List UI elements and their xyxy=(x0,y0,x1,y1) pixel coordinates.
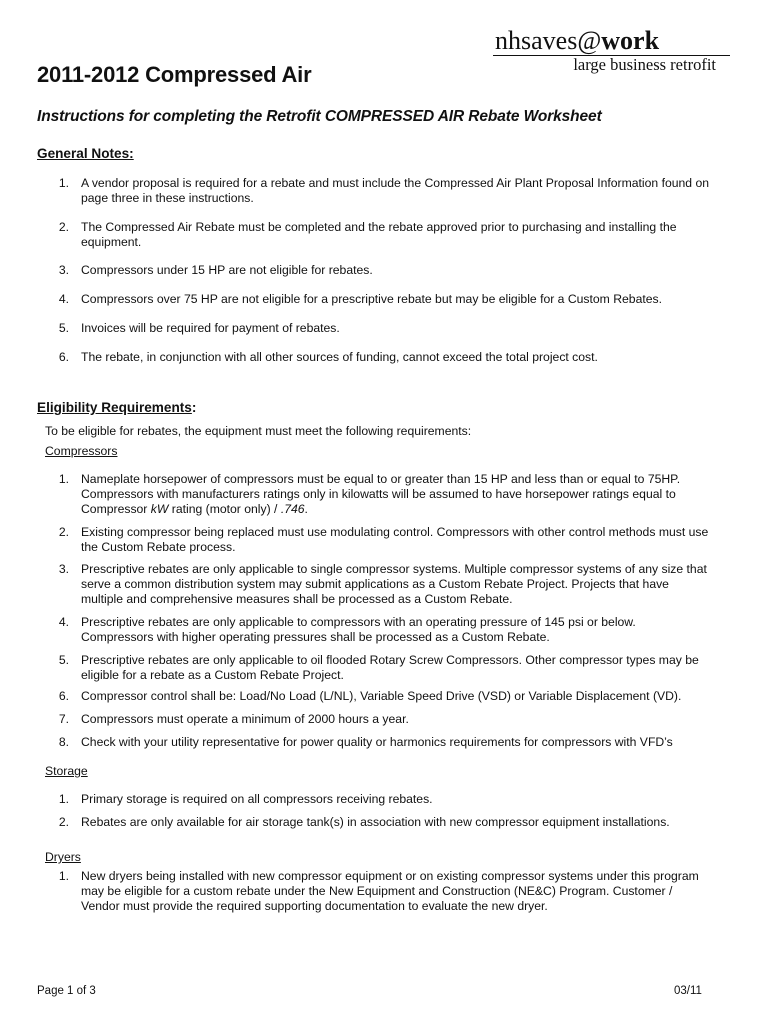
compressor-req-6: 6. Compressor control shall be: Load/No Load (L/NL), Variable Speed Drive (VSD) or Variable Displacement (VD). xyxy=(58,689,682,703)
general-note-6: 6. The rebate, in conjunction with all other sources of funding, cannot exceed the total project cost. xyxy=(58,350,598,364)
eligibility-heading: Eligibility Requirements: xyxy=(37,400,197,415)
compressors-heading: Compressors xyxy=(45,444,118,458)
logo-wordmark xyxy=(493,27,730,55)
general-note-5: 5. Invoices will be required for payment of rebates. xyxy=(58,321,340,335)
compressor-req-7: 7. Compressors must operate a minimum of 2000 hours a year. xyxy=(58,712,409,726)
general-note-3: 3. Compressors under 15 HP are not eligible for rebates. xyxy=(58,263,373,277)
revision-date: 03/11 xyxy=(674,985,702,997)
page-number: Page 1 of 3 xyxy=(37,985,96,997)
logo-tagline: large business retrofit xyxy=(573,55,716,74)
compressor-req-4: 4. Prescriptive rebates are only applicable to compressors with an operating pressure of 145 psi or below. Compressors with higher operating pressures shall be processed as a Custom Rebate. xyxy=(58,615,636,644)
general-notes-heading: General Notes: xyxy=(37,146,134,161)
compressor-req-2: 2. Existing compressor being replaced must use modulating control. Compressors with other control methods must use the Custom Rebate process. xyxy=(58,525,709,554)
storage-req-2: 2. Rebates are only available for air storage tank(s) in association with new compressor equipment installations. xyxy=(58,815,670,829)
compressor-req-1: 1. Nameplate horsepower of compressors must be equal to or greater than 15 HP and less than or equal to 75HP. Compressors with manufacturers ratings only in kilowatts will be assumed to have horsepower ratings equal to Compressor kW rating (motor only) / .746. xyxy=(58,472,681,516)
dryers-heading: Dryers xyxy=(45,850,81,864)
general-note-1: 1. A vendor proposal is required for a rebate and must include the Compressed Air Plant Proposal Information found on page three in these instructions. xyxy=(58,176,710,205)
storage-heading: Storage xyxy=(45,764,88,778)
general-note-4: 4. Compressors over 75 HP are not eligible for a prescriptive rebate but may be eligible for a Custom Rebates. xyxy=(58,292,662,306)
compressor-req-3: 3. Prescriptive rebates are only applicable to single compressor systems. Multiple compressor systems of any size that serve a common distribution system may submit applications as a Custom Rebate Project. Projects that have multiple and comprehensive measures shall be processed as a Custom Rebate. xyxy=(58,562,707,606)
logo-bold-word: work xyxy=(601,26,660,55)
general-note-2: 2. The Compressed Air Rebate must be completed and the rebate approved prior to purchasing and installing the equipment. xyxy=(58,220,677,249)
eligibility-intro: To be eligible for rebates, the equipment must meet the following requirements: xyxy=(45,424,472,438)
logo-prefix: nhsaves@ xyxy=(495,26,602,55)
dryer-req-1: 1. New dryers being installed with new compressor equipment or on existing compressor systems under this program may be eligible for a custom rebate under the New Equipment and Construction (NE&C) Program. Customer / Vendor must provide the required supporting documentation to evaluate the new dryer. xyxy=(58,869,699,913)
document-title: 2011-2012 Compressed Air xyxy=(37,62,312,87)
storage-req-1: 1. Primary storage is required on all compressors receiving rebates. xyxy=(58,792,433,806)
brand-logo xyxy=(493,27,730,74)
compressor-req-8: 8. Check with your utility representative for power quality or harmonics requirements for compressors with VFD’s xyxy=(58,735,673,749)
document-subtitle: Instructions for completing the Retrofit COMPRESSED AIR Rebate Worksheet xyxy=(37,108,602,125)
compressor-req-5: 5. Prescriptive rebates are only applicable to oil flooded Rotary Screw Compressors. Other compressor types may be eligible for a rebate as a Custom Rebate Project. xyxy=(58,653,699,682)
